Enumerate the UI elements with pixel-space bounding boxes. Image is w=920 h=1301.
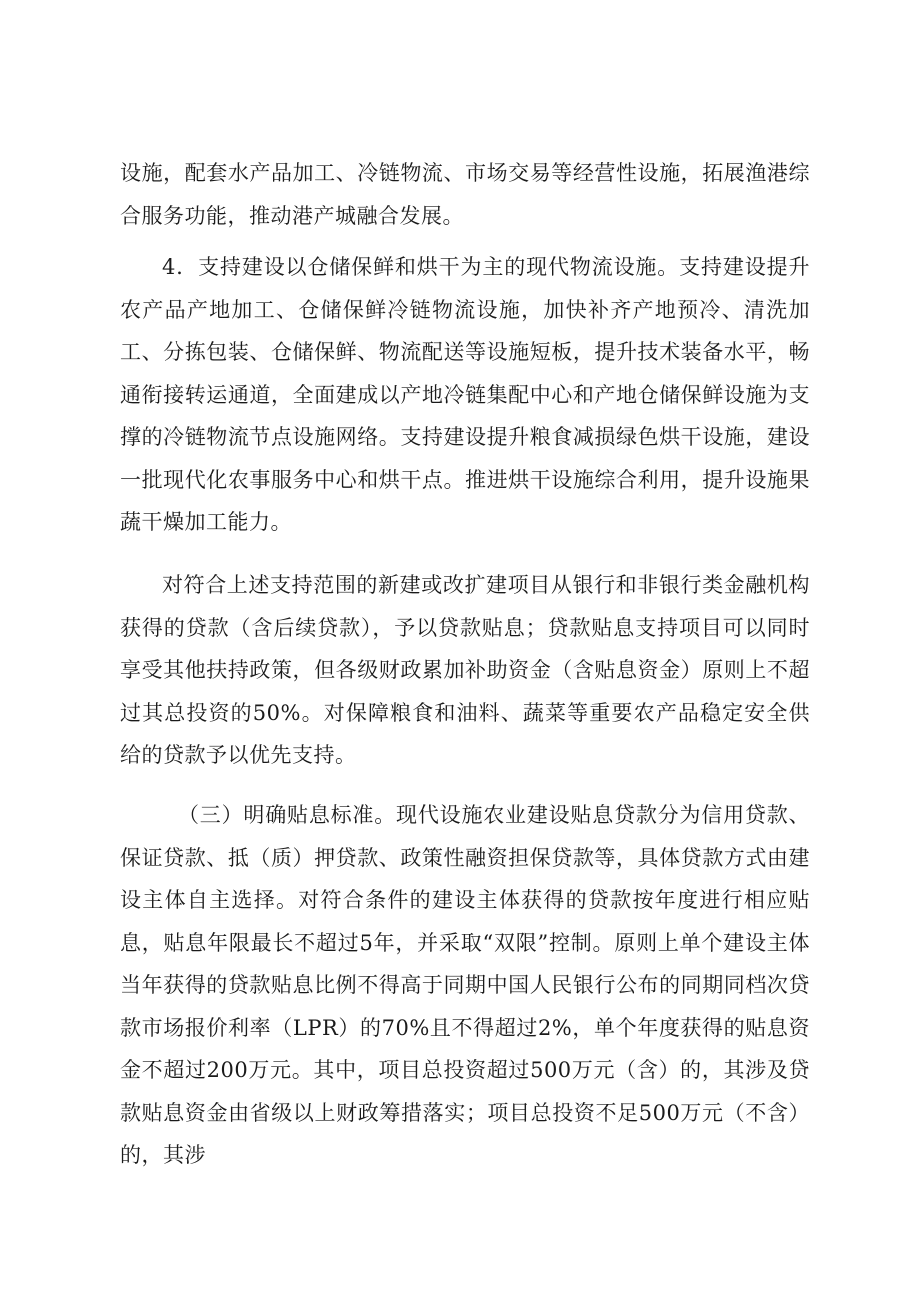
paragraph-continuation: 设施，配套水产品加工、冷链物流、市场交易等经营性设施，拓展渔港综合服务功能，推动港产城融合发展。 bbox=[120, 161, 810, 228]
paragraph-loan-subsidy: 对符合上述支持范围的新建或改扩建项目从银行和非银行类金融机构获得的贷款（含后续贷款），予以贷款贴息；贷款贴息支持项目可以同时享受其他扶持政策，但各级财政累加补助资金（含贴息资金）原则上不超过其总投资的50%。对保障粮食和油料、蔬菜等重要农产品稳定安全供给的贷款予以优先支持。 bbox=[120, 573, 810, 767]
paragraph-section-3: （三）明确贴息标准。现代设施农业建设贴息贷款分为信用贷款、保证贷款、抵（质）押贷款、政策性融资担保贷款等，具体贷款方式由建设主体自主选择。对符合条件的建设主体获得的贷款按年度进行相应贴息，贴息年限最长不超过5年，并采取“双限”控制。原则上单个建设主体当年获得的贷款贴息比例不得高于同期中国人民银行公布的同期同档次贷款市场报价利率（LPR）的70%且不得超过2%，单个年度获得的贴息资金不超过200万元。其中，项目总投资超过500万元（含）的，其涉及贷款贴息资金由省级以上财政筹措落实；项目总投资不足500万元（不含）的，其涉 bbox=[120, 803, 810, 1167]
paragraph-item-4: 4．支持建设以仓储保鲜和烘干为主的现代物流设施。支持建设提升农产品产地加工、仓储保鲜冷链物流设施，加快补齐产地预冷、清洗加工、分拣包装、仓储保鲜、物流配送等设施短板，提升技术装备水平，畅通衔接转运通道，全面建成以产地冷链集配中心和产地仓储保鲜设施为支撑的冷链物流节点设施网络。支持建设提升粮食减损绿色烘干设施，建设一批现代化农事服务中心和烘干点。推进烘干设施综合利用，提升设施果蔬干燥加工能力。 bbox=[120, 255, 810, 534]
